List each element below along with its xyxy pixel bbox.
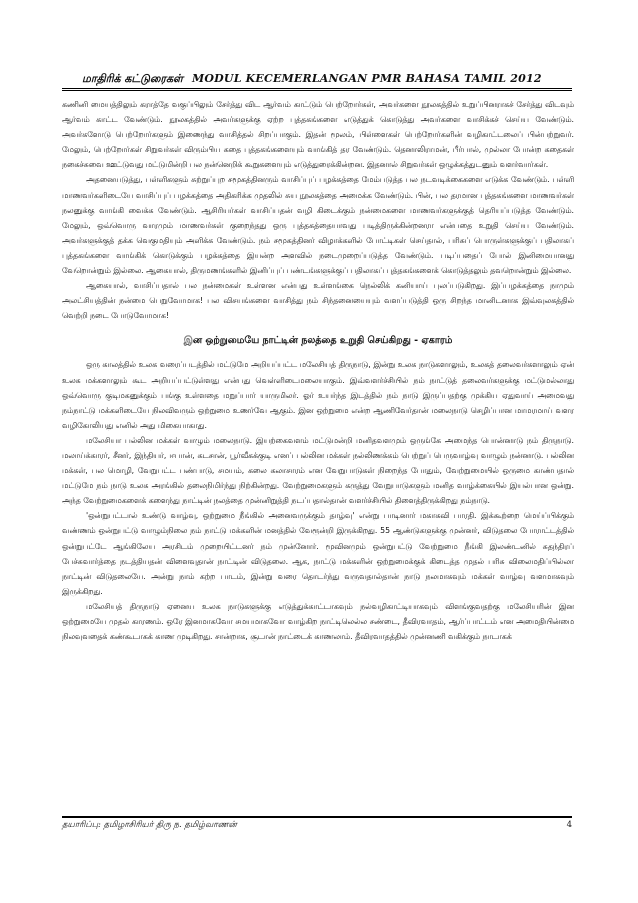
essay-heading: இன ஒற்றுமையே நாட்டின் நலத்தை உறுதி செய்கிறது - ஏகாரம் (183, 335, 453, 347)
header-left-title: மாதிரிக் கட்டுரைகள் (82, 72, 184, 85)
document-body (62, 97, 574, 817)
header-divider (62, 88, 572, 91)
page-number: 4 (566, 820, 572, 830)
footer-divider (62, 816, 572, 818)
paragraph-4: ஒரு காலத்தில் உலக வரைப்படத்தில் மட்டுமே அறியப்பட்ட மலேசியத் திருநாடு, இன்று உலக நாடுகளாலும், உலகத் தலைவர்களாலும் ஏன் உலக மக்களாலும் கூட அறியப்பட்டுள்ளது என்பது வெள்ளிடைமலையாகும். இவ்வளர்ச்சியில் நம் நாட்டுத் தலைவர்களுக்கு மட்டுமல்லாது ஒவ்வொரு குடிமகனுக்கும் பங்கு உள்ளதை மறுப்பார் யாருமிலர். ஓர் உயர்ந்த இடத்தில் நம் நாடு இருப்பதற்கு முக்கிய ஏதுவாய் அமைவது நம்நாட்டு மக்களிடையே நிலவிவரும் ஒற்றுமை உணர்வே ஆகும். இன ஒற்றுமை என்ற ஆணிவேர்தான் மலைநாடு செழிப்பான மாமரமாய் வளர வழிகோலியது எனில் அது மிகையாகாது. (62, 360, 574, 430)
paragraph-7: மலேசியத் திருநாடு ஏனைய உலக நாடுகளுக்கு எடுத்துக்காட்டாகவும் நல்வழிகாட்டியாகவும் விளங்குவதற்கு மலேசியரின் இன ஒற்றுமையே முதல் காரணம். ஒரே இனமாகவோ சமயமாகவோ வாழ்கிற நாட்டிலெல்ல சண்டை, தீவிரவாதம், ஆர்ப்பாட்டம் என அமைதியின்மை நிலவுவதைக் கண்கூடாகக் காண முடிகிறது. சான்றாக, சூடான் நாட்டைக் காணலாம். தீவிரவாதத்தில் முன்னணி வகிக்கும் நாடாகக் (62, 601, 574, 642)
page-footer (62, 820, 572, 834)
header-right-title: MODUL KECEMERLANGAN PMR BAHASA TAMIL 2012 (192, 72, 542, 85)
footer-author: தயாரிப்பு: தமிழாசிரியர் திரு ந. தமிழ்வாணன் (62, 820, 237, 830)
paragraph-2: அதனையடுத்து, பள்ளிகளும் சுற்றுப்புற சமூகத்தினரும் வாசிப்புப் பழக்கத்தை மேம்படுத்த பல நடவடிக்கைகளை எடுக்க வேண்டும். பள்ளி மாணவர்களிடையே வாசிப்புப் பழக்கத்தை அதிகரிக்க முதலில் சுய நூலகத்தை அமைக்க வேண்டும். பின், பல தரமான புத்தகங்களை மாணவர்கள் நலனுக்கு வாங்கி வைக்க வேண்டும். ஆசிரியர்கள் வாசிப்பதன் வழி கிடைக்கும் நன்மைகளை மாணவர்களுக்குத் தெரியப்படுத்த வேண்டும். மேலும், ஒவ்வொரு வாரமும் மாணவர்கள் குறைந்தது ஒரு புத்தகத்தையாவது படித்திருக்கின்றனரா என்பதை உறுதி செய்ய வேண்டும். அவர்களுக்குத் தக்க வெகுமதியும் அளிக்க வேண்டும். நம் சமூகத்தினர் விழாக்களில் போட்டிகள் செய்தால், பரிசுப் பொருள்களுக்குப் பதிலாகப் புத்தகங்களை வாங்கிக் கொடுக்கும் பழக்கத்தை இயன்ற அளவில் நடைமுறைப்படுத்த வேண்டும். படிப்பதைப் போல் இனிமையானது வேறொன்றும் இல்லை. ஆகையால், திருமணங்களில் இனிப்புப் பண்டங்களுக்குப் பதிலாகப் புத்தகங்களைக் கொடுத்தலும் தவறொன்றும் இல்லை. (62, 175, 574, 276)
paragraph-3: ஆகையால், வாசிப்பதால் பல நன்மைகள் உள்ளன என்பது உள்ளங்கை நெல்லிக் கனியாய் புலப்படுகிறது. இப்பழக்கத்தை நாமும் அலட்சியத்தின் நன்மை பெறுவோமாக! பல விசயங்களை வாசித்து நம் சிந்தனையையும் வளப்படுத்தி ஒரு சிறந்த மானிடனாக இவ்வுலகத்தில் வெற்றி நடை போடுவோமாக! (62, 281, 574, 321)
paragraph-1: கணினி மையத்திலும் கராத்தே வகுப்பிலும் சேர்த்து விட ஆர்வம் காட்டும் பெற்றோர்கள், அவர்களை நூலகத்தில் உறுப்பினராகச் சேர்த்து விடவும் ஆர்வம் காட்ட வேண்டும். நூலகத்தில் அவர்களுக்கு ஏற்ற புத்தகங்களை எடுத்துக் கொடுத்து அவர்களை வாசிக்கச் செய்ய வேண்டும். அவர்களோடு பெற்றோர்களும் இணைந்து வாசித்தல் சிறப்பாகும். இதன் மூலம், பிள்ளைகள் பெற்றோர்களின் வழிகாட்டலைப் பின்பற்றுவர். மேலும், பெற்றோர்கள் சிறுவர்கள் விரும்பிய கதை புத்தகங்களையும் வாங்கித் தர வேண்டும். தெனாலிராமன், பீர்பால், முல்லா போன்ற கதைகள் நகைச்சுவை ஊட்டுவது மட்டுமின்றி பல நன்னெறிக் கூறுகளையும் எடுத்துரைக்கின்றன. இதனால் சிறுவர்கள் ஒழுக்கத்துடனும் வளர்வார்கள். (62, 100, 574, 170)
paragraph-6: 'ஒன்றுபட்டால் உண்டு வாழ்வு, ஒற்றுமை நீங்கில் அனைவருக்கும் தாழ்வு' என்று பாடினார் மகாகவி பாரதி. இக்கூற்றை மெய்ப்பிக்கும் வண்ணம் ஒன்றுபட்டு வாழும்நிலை நம் நாட்டு மக்களின் மனத்தில் வேரூன்றி இருக்கிறது. 55 ஆண்டுகளுக்கு முன்னர், விடுதலை போராட்டத்தில் ஒன்றுபட்டே ஆங்கிலேய அரசிடம் முறையிட்டனர் நம் முன்னோர். மூவினமும் ஒன்றுபட்டு வேற்றுமை நீங்கி இலண்டனில் சுதந்திரப் பேச்சுவார்த்தை நடத்தியதன் விளைவுதான் நாட்டின் விடுதலை. ஆக, நாட்டு மக்களின் ஒற்றுமைக்குக் கிடைத்த முதல் பரிசு விலைமதிப்பில்லா நாட்டின் விடுதலையே. அன்று நாம் கற்ற பாடம், இன்று வரை தொடர்ந்து வருவதால்தான் நாடு நலமாகவும் மக்கள் வாழ்வு வளமாகவும் இருக்கிறது. (62, 511, 574, 596)
paragraph-5: மலேசியா பல்லின மக்கள் வாழும் மலைநாடு. இயற்கைவளம் மட்டுமன்றி மனிதவளமும் ஒருங்கே அமைந்த பொன்னாடு நம் திருநாடு. மலாய்க்காரர், சீனர், இந்தியர், ஈபான், கடசான், பூர்வீகக்குடி எனப் பல்லின மக்கள் நல்லிணக்கம் பெற்றுப் பெருவாழ்வு வாழும் நன்னாடு. பல்லின மக்கள், பல மொழி, வேறுபட்ட பண்பாடு, சமயம், கலை கலாசாரம் என வேறுபாடுகள் நிறைந்த போதும், வேற்றுமையில் ஒருமை காண்பதால் மட்டுமே நம் நாடு உலக அரங்கில் தலைநிமிர்ந்து நிற்கின்றது. வேற்றுமைகளும் கருத்து வேறுபாடுகளும் மனித வாழ்க்கையில் இயல்பான ஒன்று. அந்த வேற்றுமைகளைக் களைந்து நாட்டின் நலத்தை முன்னிறுத்தி நடப்பதால்தான் வளர்ச்சியில் திளைத்திருக்கிறது நம்நாடு. (62, 435, 574, 506)
page-header (62, 72, 572, 88)
